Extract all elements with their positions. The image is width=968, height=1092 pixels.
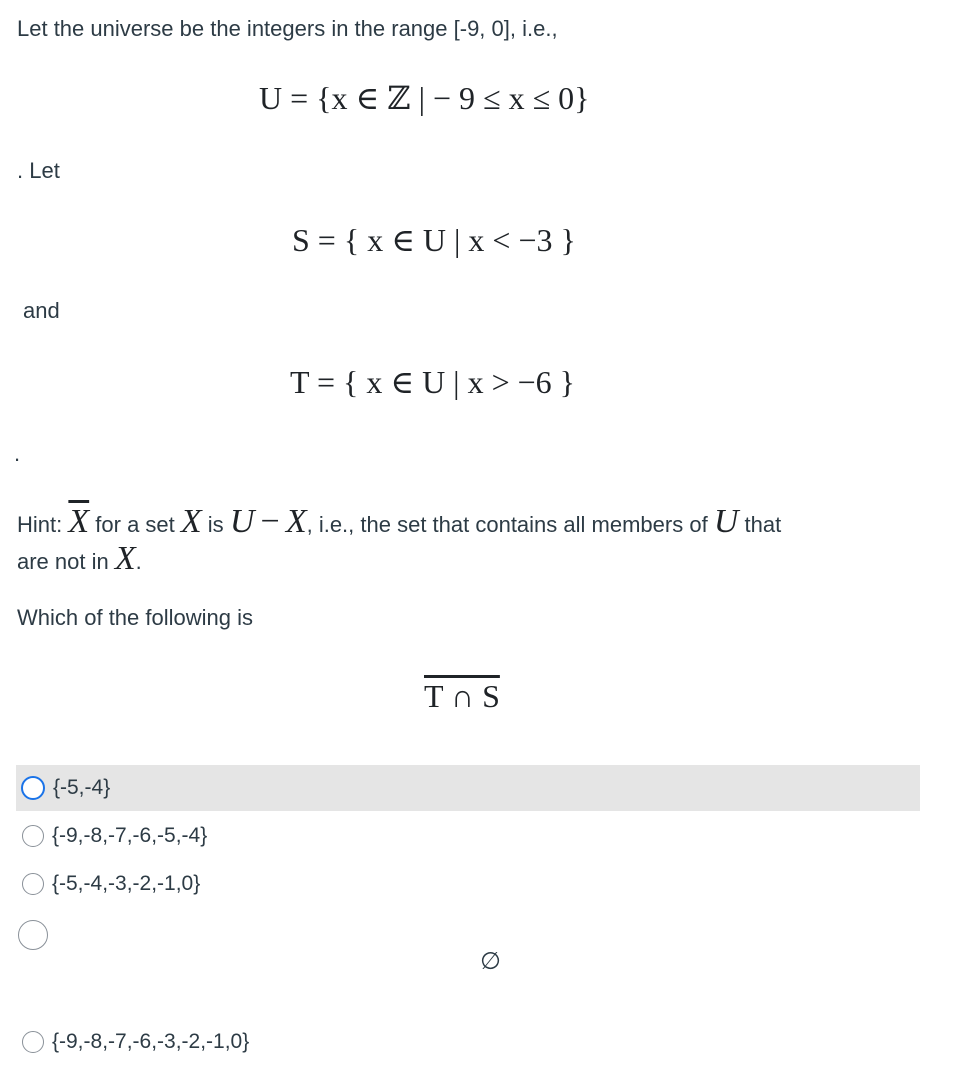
option-label: {-9,-8,-7,-6,-3,-2,-1,0}	[52, 1030, 250, 1053]
formula-universe: U = {x ∈ ℤ | − 9 ≤ x ≤ 0}	[259, 80, 590, 116]
option-label: ∅	[480, 947, 501, 975]
hint-for-a-set: for a set	[95, 512, 175, 537]
hint-label: Hint:	[17, 512, 63, 537]
and-label: and	[23, 298, 60, 323]
hint-minus: −	[260, 503, 280, 540]
answer-option-3[interactable]	[16, 861, 920, 907]
complement-symbol: $\overline{X}$	[68, 503, 90, 540]
hint-var-x3: X	[114, 540, 136, 577]
let-label: . Let	[17, 158, 60, 183]
radio-button[interactable]	[18, 920, 48, 950]
hint-var-x2: X	[285, 503, 307, 540]
hint-ie-text: , i.e., the set that contains all members of	[306, 512, 708, 537]
separator-dot: .	[14, 441, 21, 466]
hint-line-2	[17, 540, 142, 577]
hint-var-u: U	[229, 503, 255, 540]
option-label: {-5,-4,-3,-2,-1,0}	[52, 872, 201, 895]
option-label: {-5,-4}	[53, 776, 111, 799]
question-text: Which of the following is	[17, 605, 253, 630]
formula-set-s: S = { x ∈ U | x < −3 }	[292, 222, 576, 258]
hint-var-u2: U	[713, 503, 739, 540]
hint-that: that	[744, 512, 782, 537]
question-expression: T ∩ S	[424, 678, 500, 714]
radio-button[interactable]	[22, 1031, 44, 1053]
radio-button[interactable]	[21, 776, 45, 800]
option-label: {-9,-8,-7,-6,-5,-4}	[52, 824, 208, 847]
answer-option-1[interactable]	[16, 765, 920, 811]
radio-button[interactable]	[22, 873, 44, 895]
radio-button[interactable]	[22, 825, 44, 847]
hint-line-1	[17, 503, 782, 540]
hint-is: is	[207, 512, 224, 537]
answer-option-5[interactable]	[16, 1019, 920, 1065]
hint-var-x: X	[180, 503, 202, 540]
hint-line2-suffix: .	[135, 549, 142, 574]
intro-text: Let the universe be the integers in the range [-9, 0], i.e.,	[17, 16, 558, 41]
answer-option-2[interactable]	[16, 813, 920, 859]
hint-line2-prefix: are not in	[17, 549, 109, 574]
formula-set-t: T = { x ∈ U | x > −6 }	[290, 364, 576, 400]
answer-option-4[interactable]	[16, 909, 920, 1009]
